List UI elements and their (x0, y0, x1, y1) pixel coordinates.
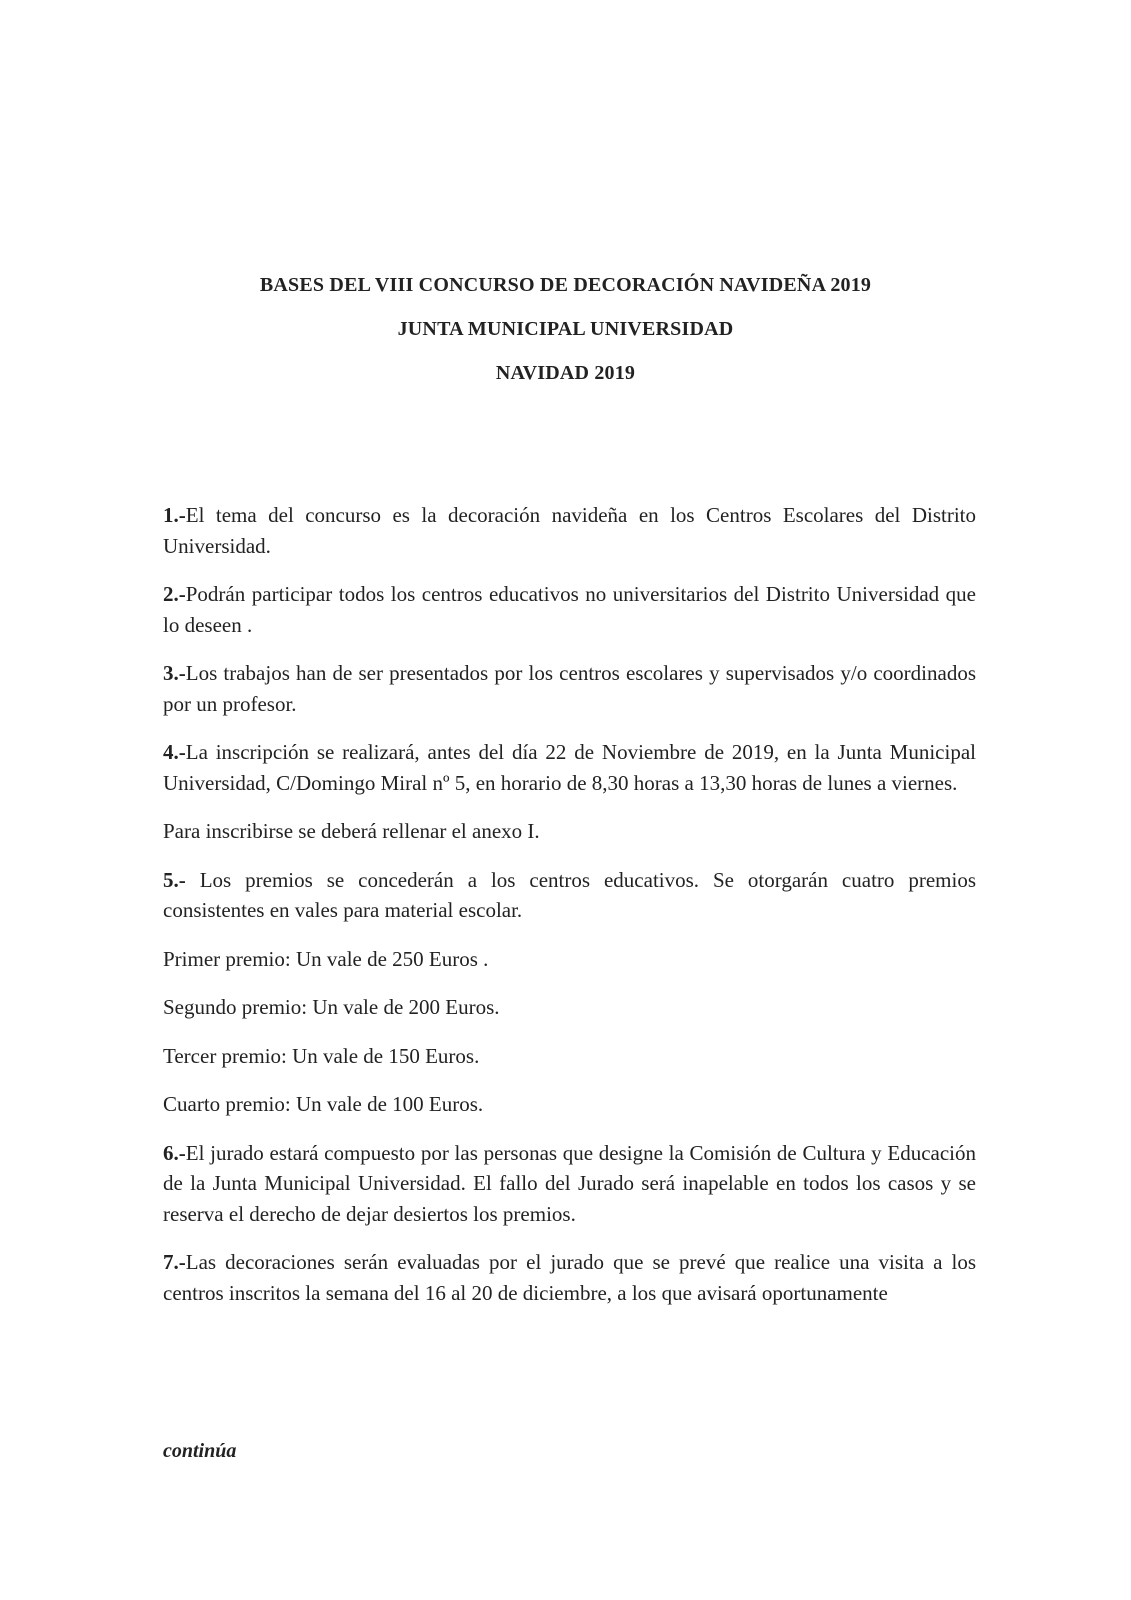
clause-number: 7.- (163, 1250, 186, 1274)
document-subtitle-season: NAVIDAD 2019 (495, 362, 636, 384)
continued-note: continúa (163, 1440, 237, 1462)
clause-text: Los premios se concederán a los centros educativos. Se otorgarán cuatro premios consistentes en vales para material escolar. (163, 867, 976, 922)
prize-fourth: Cuarto premio: Un vale de 100 Euros. (163, 1092, 484, 1116)
inscription-note: Para inscribirse se deberá rellenar el anexo I. (163, 819, 540, 843)
clause-3 (163, 658, 976, 719)
clause-1 (163, 500, 976, 561)
clause-number: 3.- (163, 661, 186, 685)
clause-number: 5.- (163, 867, 186, 892)
prize-first: Primer premio: Un vale de 250 Euros . (163, 946, 489, 971)
clause-number: 4.- (163, 740, 186, 764)
document-title: BASES DEL VIII CONCURSO DE DECORACIÓN NAVIDEÑA 2019 (259, 274, 872, 296)
clause-text: Las decoraciones serán evaluadas por el jurado que se prevé que realice una visita a los centros inscritos la semana del 16 al 20 de diciembre, a los que avisará oportunamente (163, 1250, 976, 1305)
prize-second: Segundo premio: Un vale de 200 Euros. (163, 995, 500, 1019)
clause-5 (163, 865, 976, 926)
clause-text: Los trabajos han de ser presentados por los centros escolares y supervisados y/o coordinados por un profesor. (163, 661, 976, 716)
clause-text: El jurado estará compuesto por las personas que designe la Comisión de Cultura y Educación de la Junta Municipal Universidad. El fallo del Jurado será inapelable en todos los casos y se reserva el derecho de dejar desiertos los premios. (163, 1140, 976, 1226)
clause-6 (163, 1138, 976, 1230)
clause-7 (163, 1247, 976, 1308)
clause-number: 1.- (163, 503, 186, 527)
clause-number: 6.- (163, 1140, 186, 1165)
clause-4 (163, 737, 976, 798)
prize-third: Tercer premio: Un vale de 150 Euros. (163, 1043, 480, 1068)
clause-number: 2.- (163, 582, 186, 606)
document-body (163, 500, 976, 1326)
clause-text: La inscripción se realizará, antes del día 22 de Noviembre de 2019, en la Junta Municipal Universidad, C/Domingo Miral nº 5, en horario de 8,30 horas a 13,30 horas de lunes a viernes. (163, 740, 976, 795)
document-subtitle-organization: JUNTA MUNICIPAL UNIVERSIDAD (397, 318, 734, 340)
clause-text: Podrán participar todos los centros educativos no universitarios del Distrito Universidad que lo deseen . (163, 582, 976, 637)
clause-2 (163, 579, 976, 640)
clause-text: El tema del concurso es la decoración navideña en los Centros Escolares del Distrito Universidad. (163, 503, 976, 558)
